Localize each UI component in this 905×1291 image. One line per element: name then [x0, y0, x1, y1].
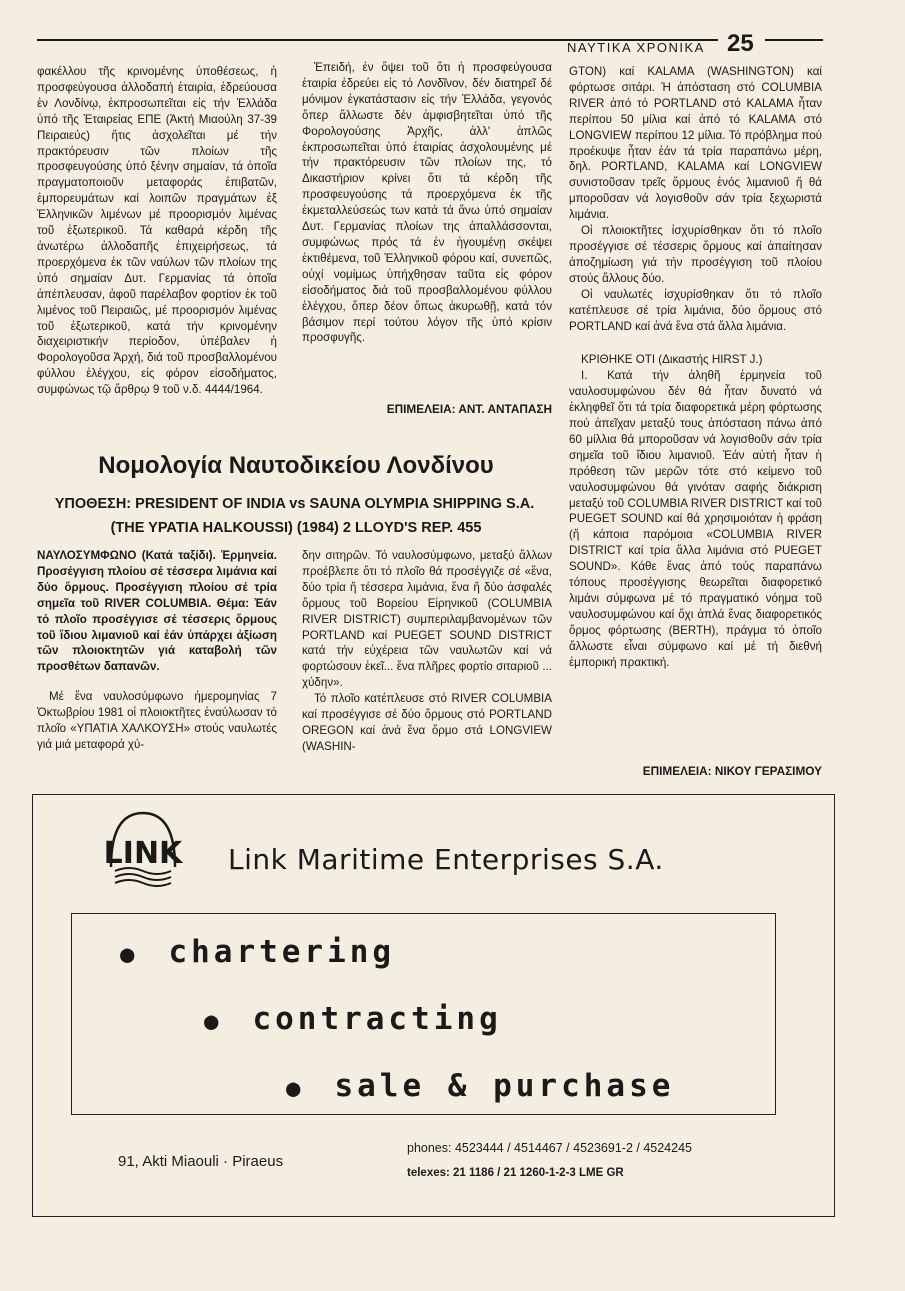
case-title: Νομολογία Ναυτοδικείου Λονδίνου — [98, 452, 494, 479]
company-name: Link Maritime Enterprises S.A. — [228, 843, 664, 876]
service-label: sale & purchase — [334, 1068, 675, 1104]
service-label: contracting — [252, 1001, 502, 1037]
company-telexes: telexes: 21 1186 / 21 1260-1-2-3 LME GR — [407, 1167, 624, 1179]
page-number: 25 — [727, 30, 754, 57]
advertisement-box — [32, 794, 835, 1217]
link-logo — [103, 807, 183, 887]
case-col1-body: Μέ ἕνα ναυλοσύμφωνο ἡμερομηνίας 7 Ὀκτωβρίου 1981 οἱ πλοιοκτῆτες ἐναύλωσαν τό πλοῖο «ΥΠΑΤΙΑ ΧΑΛΚΟΥΣΗ» στούς ναυλωτές γιά μιά μεταφορά χύ- — [37, 690, 277, 751]
service-sale-purchase — [286, 1068, 674, 1104]
case-column-2 — [302, 548, 552, 755]
judged-heading: ΚΡΙΘΗΚΕ ΟΤΙ (Δικαστής HIRST J.) — [581, 353, 763, 367]
services-box — [71, 913, 776, 1115]
case-col2-paragraph-1: δην σιτηρῶν. Τό ναυλοσύμφωνο, μεταξύ ἄλλων προέβλεπε ὅτι τό πλοῖο θά προσέγγιζε σέ «ἕνα, δύο τρία ἤ τέσσερα λιμάνια, ἕνα ἤ δύο ἀσφαλές ὅρμους τοῦ Βορείου Εἰρηνικοῦ (COLUMBIA RIVER DISTRICT) συμπεριλαμβανομένων τῶν PORTLAND καί PUEGET SOUND DISTRICT κατά τήν εὐχέρεια τῶν ναυλωτῶν καί νά φορτώσουν ἐκεῖ... ἕνα πλῆρες φορτίο σιταριοῦ ... χύδην». — [302, 549, 552, 690]
right-column-signature: ΕΠΙΜΕΛΕΙΑ: ΝΙΚΟΥ ΓΕΡΑΣΙΜΟΥ — [642, 764, 822, 778]
right-col-paragraph-2: Οἱ πλοιοκτῆτες ἰσχυρίσθηκαν ὅτι τό πλοῖο προσέγγισε σέ τέσσερις ὅρμους καί ἀπαίτησαν ἀποζημίωση γιά τήν προσέγγιση τοῦ πλοίου στούς ἄλλους δύο. — [569, 224, 822, 285]
case-subtitle-1: ΥΠΟΘΕΣΗ: PRESIDENT OF INDIA vs SAUNA OLYMPIA SHIPPING S.A. — [54, 496, 535, 512]
logo-lettering: LINK — [103, 836, 183, 871]
service-label: chartering — [168, 934, 396, 970]
right-column — [569, 64, 822, 671]
magazine-name: ΝΑΥΤΙΚΑ ΧΡΟΝΙΚΑ — [567, 40, 705, 55]
header-rule-right — [765, 39, 823, 41]
service-chartering — [120, 934, 395, 970]
case-summary: ΝΑΥΛΟΣΥΜΦΩΝΟ (Κατά ταξίδι). Ἑρμηνεία. Προσέγγιση πλοίου σέ τέσσερα λιμάνια καί δύο ὅρμους. Προσέγγιση πλοίου σέ τρία σημεῖα τοῦ RIVER COLUMBIA. Θέμα: Ἐάν τό πλοῖο προσέγγισε σέ τέσσερις ὅρμους τοῦ ἴδιου λιμανιοῦ καί ἐάν ὑπάρχει ἀξίωση τῶν πλοιοκτητῶν γιά καταβολή τῶν προσθέτων δαπανῶν. — [37, 549, 277, 674]
top-article-signature: ΕΠΙΜΕΛΕΙΑ: ΑΝΤ. ΑΝΤΑΠΑΣΗ — [386, 402, 552, 416]
bullet-icon: ● — [286, 1074, 305, 1102]
case-subtitle-2: (THE YPATIA HALKOUSSI) (1984) 2 LLOYD'S REP. 455 — [110, 520, 482, 536]
case-column-1 — [37, 548, 277, 753]
service-contracting — [204, 1001, 502, 1037]
case-col2-paragraph-2: Τό πλοῖο κατέπλευσε στό RIVER COLUMBIA καί προσέγγισε σέ δύο ὅρμους στό PORTLAND OREGON καί ἀνά ἕνα ὅρμο στά LONGVIEW (WASHIN- — [302, 692, 552, 753]
top-article-column-2 — [302, 60, 552, 346]
company-address: 91, Akti Miaouli · Piraeus — [118, 1153, 284, 1170]
link-logo-icon — [103, 807, 183, 887]
right-col-paragraph-1: GTON) καί KALAMA (WASHINGTON) καί φόρτωσε σιτάρι. Ἡ ἀπόσταση στό COLUMBIA RIVER ἀπό τό PORTLAND στό KALAMA ἦταν περίπου 50 μίλια καί ἀπό τό KALAMA στό LONGVIEW περίπου 12 μίλια. Τό πρόβλημα πού προέκυψε ἦταν ἐάν τά τρία παραπάνω μέρη, δηλ. PORTLAND, KALAMA καί LONGVIEW συνιστοῦσαν τρεῖς ὅρμους ἑνός λιμανιοῦ ἤ θά μποροῦσαν νά λογισθοῦν σάν τρία ξεχωριστά λιμάνια. — [569, 65, 822, 222]
top-article-column-1 — [37, 64, 277, 398]
top-article-col2-text: Ἐπειδή, ἐν ὄψει τοῦ ὅτι ἡ προσφεύγουσα ἑταιρία ἑδρεύει εἰς τό Λονδῖνον, δέν διατηρεῖ δέ μόνιμον ἐγκατάστασιν εἰς τήν Ἑλλάδα, γεγονός ὅπερ ἄλλωστε δέν ἀμφισβητεῖται ὑπό τῆς Φορολογούσης Ἀρχῆς, ἀλλ' ἁπλῶς ἐκπροσωπεῖται ὑπό ἑταιρίας ἀσχολουμένης μέ τήν πρακτόρευσιν τῶν πλοίων της, τό Δικαστήριον κρίνει ὅτι τά κέρδη τῆς προσφευγούσης τά προερχόμενα ἐκ τῆς ἐκμεταλλεύσεώς των κατά τά ἄνω ὑπό σημαίαν Δυτ. Γερμανίας πλοίων της ἀπαλλάσσονται, συμφώνως πρός τά ἐν ἡγουμένῃ σκέψει ἐκτιθέμενα, τοῦ Ἑλληνικοῦ φόρου καί, συνεπῶς, οὐχί νομίμως ὑπήχθησαν ταῦτα εἰς φόρον εἰσοδήματος διά τοῦ προσβαλλομένου φύλλου ἐλέγχου, ὅπερ δέον ὅπως ἀκυρωθῇ, κατά τόν βάσιμον περί τούτου λόγον τῆς ὑπό κρίσιν προσφυγῆς. — [302, 61, 552, 345]
top-article-col1-text: φακέλλου τῆς κρινομένης ὑποθέσεως, ἡ προσφεύγουσα ἀλλοδαπή ἑταιρία, ἑδρεύουσα ἐν Λονδίνῳ, ἐκπροσωπεῖται εἰς τήν Ἑλλάδα ὑπό τῆς Ἑταιρείας ΕΠΕ (Ἀκτή Μιαούλη 37-39 Πειραιεύς) ἥτις ἀσχολεῖται μέ τήν πρακτόρευσιν τῶν πλοίων τῆς προσφευγούσης ὑπό ξένην σημαίαν, τά ὁποῖα πραγματοποιοῦν μεταφοράς ἐπιβατῶν, ἐμπορευμάτων καί λοιπῶν πραγμάτων ἐξ Ἑλληνικῶν λιμένων μέ προορισμόν λιμένας τοῦ ἐξωτερικοῦ. Τά καθαρά κέρδη τῆς ἀνωτέρω ἀλλοδαπῆς ἐπιχειρήσεως, τά προερχόμενα ἐκ τῶν ναύλων τῶν πλοίων της ὑπό σημαίαν Δυτ. Γερμανίας τά ὁποῖα ἀπέπλευσαν, ἀφοῦ παρέλαβον φορτίον ἐκ τοῦ λιμένος τοῦ Πειραιῶς, μέ προορισμόν λιμένας τοῦ ἐξωτερικοῦ, κατά τήν κρινομένην διαχειριστικήν περίοδον, ὑπέβαλεν ἡ Φορολογοῦσα Ἀρχή, διά τοῦ προσβαλλομένου φύλλου ἐλέγχου, εἰς φόρον εἰσοδήματος, συμφώνως τῷ ἄρθρῳ 9 τοῦ ν.δ. 4444/1964. — [37, 65, 277, 397]
bullet-icon: ● — [204, 1007, 223, 1035]
bullet-icon: ● — [120, 940, 139, 968]
company-phones: phones: 4523444 / 4514467 / 4523691-2 / 4524245 — [407, 1141, 692, 1155]
right-col-paragraph-4: Ι. Κατά τήν ἀληθῆ ἑρμηνεία τοῦ ναυλοσυμφώνου δέν θά ἦταν δυνατό νά ἐκληφθεῖ ὅτι τά τρία διαφορετικά μέρη φόρτωσης πού ἀπεῖχαν μεταξύ τους ἀπόσταση πάνω ἀπό 60 μίλλια θά μποροῦσαν νά λογισθοῦν σάν τρία σημεῖα τοῦ ἴδιου λιμανιοῦ. Ἐάν αὐτή ἦταν ἡ πρόθεση τῶν μερῶν τότε στό κείμενο τοῦ ναυλοσυμφώνου θά γινόταν σαφής διάκριση μεταξύ τοῦ COLUMBIA RIVER DISTRICT καί τοῦ PUEGET SOUND καί θά χρησιμοιόταν ἡ φράση (ἤ κάποια παρόμοια «COLUMBIA RIVER DISTRICT καί τρία ἄλλα λιμάνια στό PUEGET SOUND». Κάθε ἕνας ἀπό τούς παραπάνω τόπους προσέγγισης θεωρεῖται διαφορετικό λιμάνι σύμφωνα μέ τό πραγματικό νόημα τοῦ ναυλοσυμφώνου καί ὄχι ἁπλά ἕνας διαφορετικός ὅρμος φόρτωσης (BERTH), πράγμα τό ὁποῖο ἄλλωστε εἶναι σύμφωνο καί μέ τή διεθνή ἐμπορική πρακτική. — [569, 369, 822, 669]
right-col-paragraph-3: Οἱ ναυλωτές ἰσχυρίσθηκαν ὅτι τό πλοῖο κατέπλευσε σέ τρία λιμάνια, δύο ὅρμους στό PORTLAND καί ἀνά ἕνα στά ἄλλα λιμάνια. — [569, 287, 822, 333]
